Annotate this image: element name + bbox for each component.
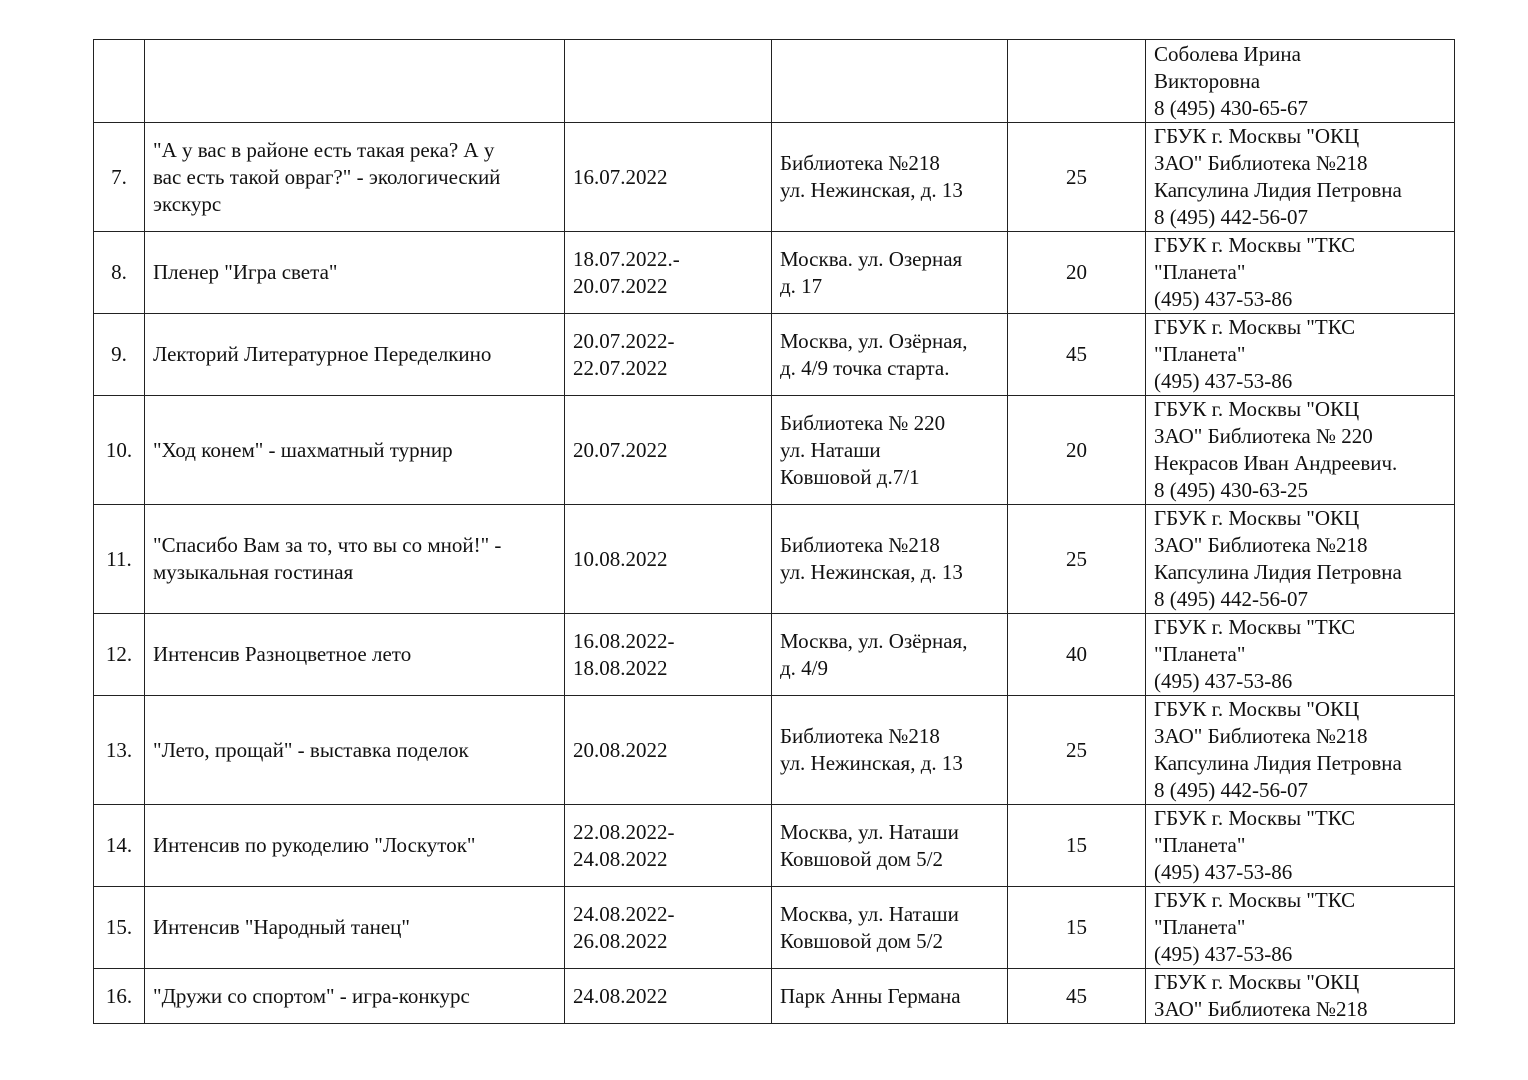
event-name-cell bbox=[145, 887, 565, 969]
event-place: Библиотека №218 ул. Нежинская, д. 13 bbox=[780, 724, 963, 775]
table-row bbox=[94, 232, 1455, 314]
event-name: Интенсив Разноцветное лето bbox=[153, 642, 412, 666]
event-date: 20.08.2022 bbox=[573, 737, 668, 762]
organizer-contact: ГБУК г. Москвы "ТКС "Планета" (495) 437-53-86 bbox=[1154, 315, 1356, 393]
event-place-cell bbox=[772, 887, 1008, 969]
event-place-cell bbox=[772, 505, 1008, 614]
event-place-cell bbox=[772, 396, 1008, 505]
participant-count: 20 bbox=[1066, 437, 1087, 462]
event-name-cell bbox=[145, 314, 565, 396]
event-name-cell bbox=[145, 396, 565, 505]
event-place: Библиотека №218 ул. Нежинская, д. 13 bbox=[780, 533, 963, 584]
participant-count: 45 bbox=[1066, 983, 1087, 1008]
row-number: 15. bbox=[105, 915, 133, 939]
row-number: 8. bbox=[111, 260, 127, 284]
row-number-cell bbox=[94, 696, 145, 805]
table-row bbox=[94, 396, 1455, 505]
table-row bbox=[94, 40, 1455, 123]
table-row bbox=[94, 123, 1455, 232]
organizer-contact-cell bbox=[1146, 887, 1455, 969]
event-name: Интенсив по рукоделию "Лоскуток" bbox=[153, 833, 476, 857]
participant-count: 15 bbox=[1066, 915, 1087, 939]
participant-count: 25 bbox=[1066, 546, 1087, 571]
event-place: Библиотека № 220 ул. Наташи Ковшовой д.7/1 bbox=[780, 410, 946, 489]
row-number-cell bbox=[94, 969, 145, 1024]
table-row bbox=[94, 969, 1455, 1024]
participant-count-cell bbox=[1008, 696, 1146, 805]
row-number: 9. bbox=[111, 342, 127, 366]
event-name-cell bbox=[145, 614, 565, 696]
row-number-cell bbox=[94, 396, 145, 505]
event-date-cell bbox=[565, 123, 772, 232]
event-date-cell bbox=[565, 887, 772, 969]
organizer-contact-cell bbox=[1146, 696, 1455, 805]
event-place-cell bbox=[772, 314, 1008, 396]
event-date: 16.08.2022- 18.08.2022 bbox=[573, 628, 675, 680]
table-row bbox=[94, 887, 1455, 969]
row-number-cell bbox=[94, 614, 145, 696]
participant-count-cell bbox=[1008, 123, 1146, 232]
events-table-body bbox=[94, 40, 1455, 1024]
row-number: 12. bbox=[105, 642, 133, 666]
participant-count: 20 bbox=[1066, 260, 1087, 284]
participant-count-cell bbox=[1008, 396, 1146, 505]
event-place-cell bbox=[772, 696, 1008, 805]
event-place: Москва, ул. Наташи Ковшовой дом 5/2 bbox=[780, 819, 959, 871]
organizer-contact-cell bbox=[1146, 232, 1455, 314]
event-date-cell bbox=[565, 314, 772, 396]
organizer-contact: ГБУК г. Москвы "ТКС "Планета" (495) 437-53-86 bbox=[1154, 615, 1356, 693]
event-name-cell bbox=[145, 969, 565, 1024]
event-name: "Ход конем" - шахматный турнир bbox=[153, 437, 453, 462]
organizer-contact-cell bbox=[1146, 396, 1455, 505]
event-date-cell bbox=[565, 614, 772, 696]
event-date: 20.07.2022- 22.07.2022 bbox=[573, 328, 675, 380]
event-date: 20.07.2022 bbox=[573, 437, 668, 462]
event-name: Интенсив "Народный танец" bbox=[153, 915, 410, 939]
row-number-cell bbox=[94, 805, 145, 887]
participant-count: 25 bbox=[1066, 737, 1087, 762]
row-number-cell bbox=[94, 505, 145, 614]
table-row bbox=[94, 614, 1455, 696]
participant-count: 25 bbox=[1066, 164, 1087, 189]
organizer-contact: ГБУК г. Москвы "ОКЦ ЗАО" Библиотека №218 Капсулина Лидия Петровна 8 (495) 442-56-07 bbox=[1154, 506, 1402, 611]
row-number-cell bbox=[94, 887, 145, 969]
participant-count-cell bbox=[1008, 232, 1146, 314]
event-date-cell bbox=[565, 396, 772, 505]
event-place-cell bbox=[772, 123, 1008, 232]
event-place: Библиотека №218 ул. Нежинская, д. 13 bbox=[780, 151, 963, 202]
organizer-contact-cell bbox=[1146, 40, 1455, 123]
event-date: 18.07.2022.- 20.07.2022 bbox=[573, 246, 680, 298]
event-name: "Спасибо Вам за то, что вы со мной!" - музыкальная гостиная bbox=[153, 533, 502, 584]
event-name: "А у вас в районе есть такая река? А у вас есть такой овраг?" - экологический экскурс bbox=[153, 137, 501, 216]
row-number-cell bbox=[94, 123, 145, 232]
table-row bbox=[94, 696, 1455, 805]
event-date: 24.08.2022- 26.08.2022 bbox=[573, 901, 675, 953]
organizer-contact: Соболева Ирина Викторовна 8 (495) 430-65-67 bbox=[1154, 41, 1308, 120]
participant-count: 45 bbox=[1066, 342, 1087, 366]
event-date-cell bbox=[565, 969, 772, 1024]
event-name: Лекторий Литературное Переделкино bbox=[153, 342, 492, 366]
row-number: 7. bbox=[111, 164, 127, 189]
participant-count: 15 bbox=[1066, 833, 1087, 857]
event-date: 10.08.2022 bbox=[573, 546, 668, 571]
events-table bbox=[93, 39, 1455, 1024]
event-name: "Лето, прощай" - выставка поделок bbox=[153, 737, 469, 762]
table-row bbox=[94, 314, 1455, 396]
event-place-cell bbox=[772, 805, 1008, 887]
participant-count-cell bbox=[1008, 614, 1146, 696]
event-date-cell bbox=[565, 696, 772, 805]
organizer-contact-cell bbox=[1146, 614, 1455, 696]
row-number-cell bbox=[94, 232, 145, 314]
participant-count-cell bbox=[1008, 40, 1146, 123]
table-row bbox=[94, 505, 1455, 614]
table-row bbox=[94, 805, 1455, 887]
organizer-contact-cell bbox=[1146, 314, 1455, 396]
organizer-contact-cell bbox=[1146, 969, 1455, 1024]
event-place-cell bbox=[772, 614, 1008, 696]
participant-count-cell bbox=[1008, 505, 1146, 614]
event-date: 16.07.2022 bbox=[573, 164, 668, 189]
organizer-contact: ГБУК г. Москвы "ТКС "Планета" (495) 437-53-86 bbox=[1154, 888, 1356, 966]
event-date: 22.08.2022- 24.08.2022 bbox=[573, 819, 675, 871]
event-place-cell bbox=[772, 232, 1008, 314]
organizer-contact-cell bbox=[1146, 805, 1455, 887]
row-number: 16. bbox=[105, 983, 133, 1008]
row-number: 13. bbox=[105, 737, 133, 762]
event-place-cell bbox=[772, 969, 1008, 1024]
row-number-cell bbox=[94, 314, 145, 396]
event-place-cell bbox=[772, 40, 1008, 123]
row-number-cell bbox=[94, 40, 145, 123]
event-name-cell bbox=[145, 696, 565, 805]
participant-count-cell bbox=[1008, 969, 1146, 1024]
organizer-contact-cell bbox=[1146, 505, 1455, 614]
event-date-cell bbox=[565, 232, 772, 314]
event-place: Москва, ул. Озёрная, д. 4/9 точка старта. bbox=[780, 328, 968, 380]
event-name: "Дружи со спортом" - игра-конкурс bbox=[153, 983, 470, 1008]
organizer-contact: ГБУК г. Москвы "ТКС "Планета" (495) 437-53-86 bbox=[1154, 806, 1356, 884]
row-number: 11. bbox=[106, 546, 132, 571]
organizer-contact-cell bbox=[1146, 123, 1455, 232]
participant-count-cell bbox=[1008, 887, 1146, 969]
event-date: 24.08.2022 bbox=[573, 983, 668, 1008]
row-number: 14. bbox=[105, 833, 133, 857]
row-number: 10. bbox=[105, 437, 133, 462]
event-name-cell bbox=[145, 232, 565, 314]
organizer-contact: ГБУК г. Москвы "ОКЦ ЗАО" Библиотека № 220 Некрасов Иван Андреевич. 8 (495) 430-63-25 bbox=[1154, 397, 1398, 502]
event-place: Парк Анны Германа bbox=[780, 983, 961, 1008]
organizer-contact: ГБУК г. Москвы "ТКС "Планета" (495) 437-53-86 bbox=[1154, 233, 1356, 311]
participant-count: 40 bbox=[1066, 642, 1087, 666]
organizer-contact: ГБУК г. Москвы "ОКЦ ЗАО" Библиотека №218 Капсулина Лидия Петровна 8 (495) 442-56-07 bbox=[1154, 124, 1402, 229]
participant-count-cell bbox=[1008, 805, 1146, 887]
event-name-cell bbox=[145, 505, 565, 614]
event-date-cell bbox=[565, 505, 772, 614]
event-place: Москва, ул. Озёрная, д. 4/9 bbox=[780, 628, 968, 680]
organizer-contact: ГБУК г. Москвы "ОКЦ ЗАО" Библиотека №218 bbox=[1154, 970, 1368, 1021]
event-place: Москва. ул. Озерная д. 17 bbox=[780, 246, 963, 298]
event-name-cell bbox=[145, 40, 565, 123]
organizer-contact: ГБУК г. Москвы "ОКЦ ЗАО" Библиотека №218 Капсулина Лидия Петровна 8 (495) 442-56-07 bbox=[1154, 697, 1402, 802]
event-name-cell bbox=[145, 805, 565, 887]
event-place: Москва, ул. Наташи Ковшовой дом 5/2 bbox=[780, 901, 959, 953]
event-date-cell bbox=[565, 805, 772, 887]
event-name: Пленер "Игра света" bbox=[153, 260, 338, 284]
event-name-cell bbox=[145, 123, 565, 232]
participant-count-cell bbox=[1008, 314, 1146, 396]
event-date-cell bbox=[565, 40, 772, 123]
